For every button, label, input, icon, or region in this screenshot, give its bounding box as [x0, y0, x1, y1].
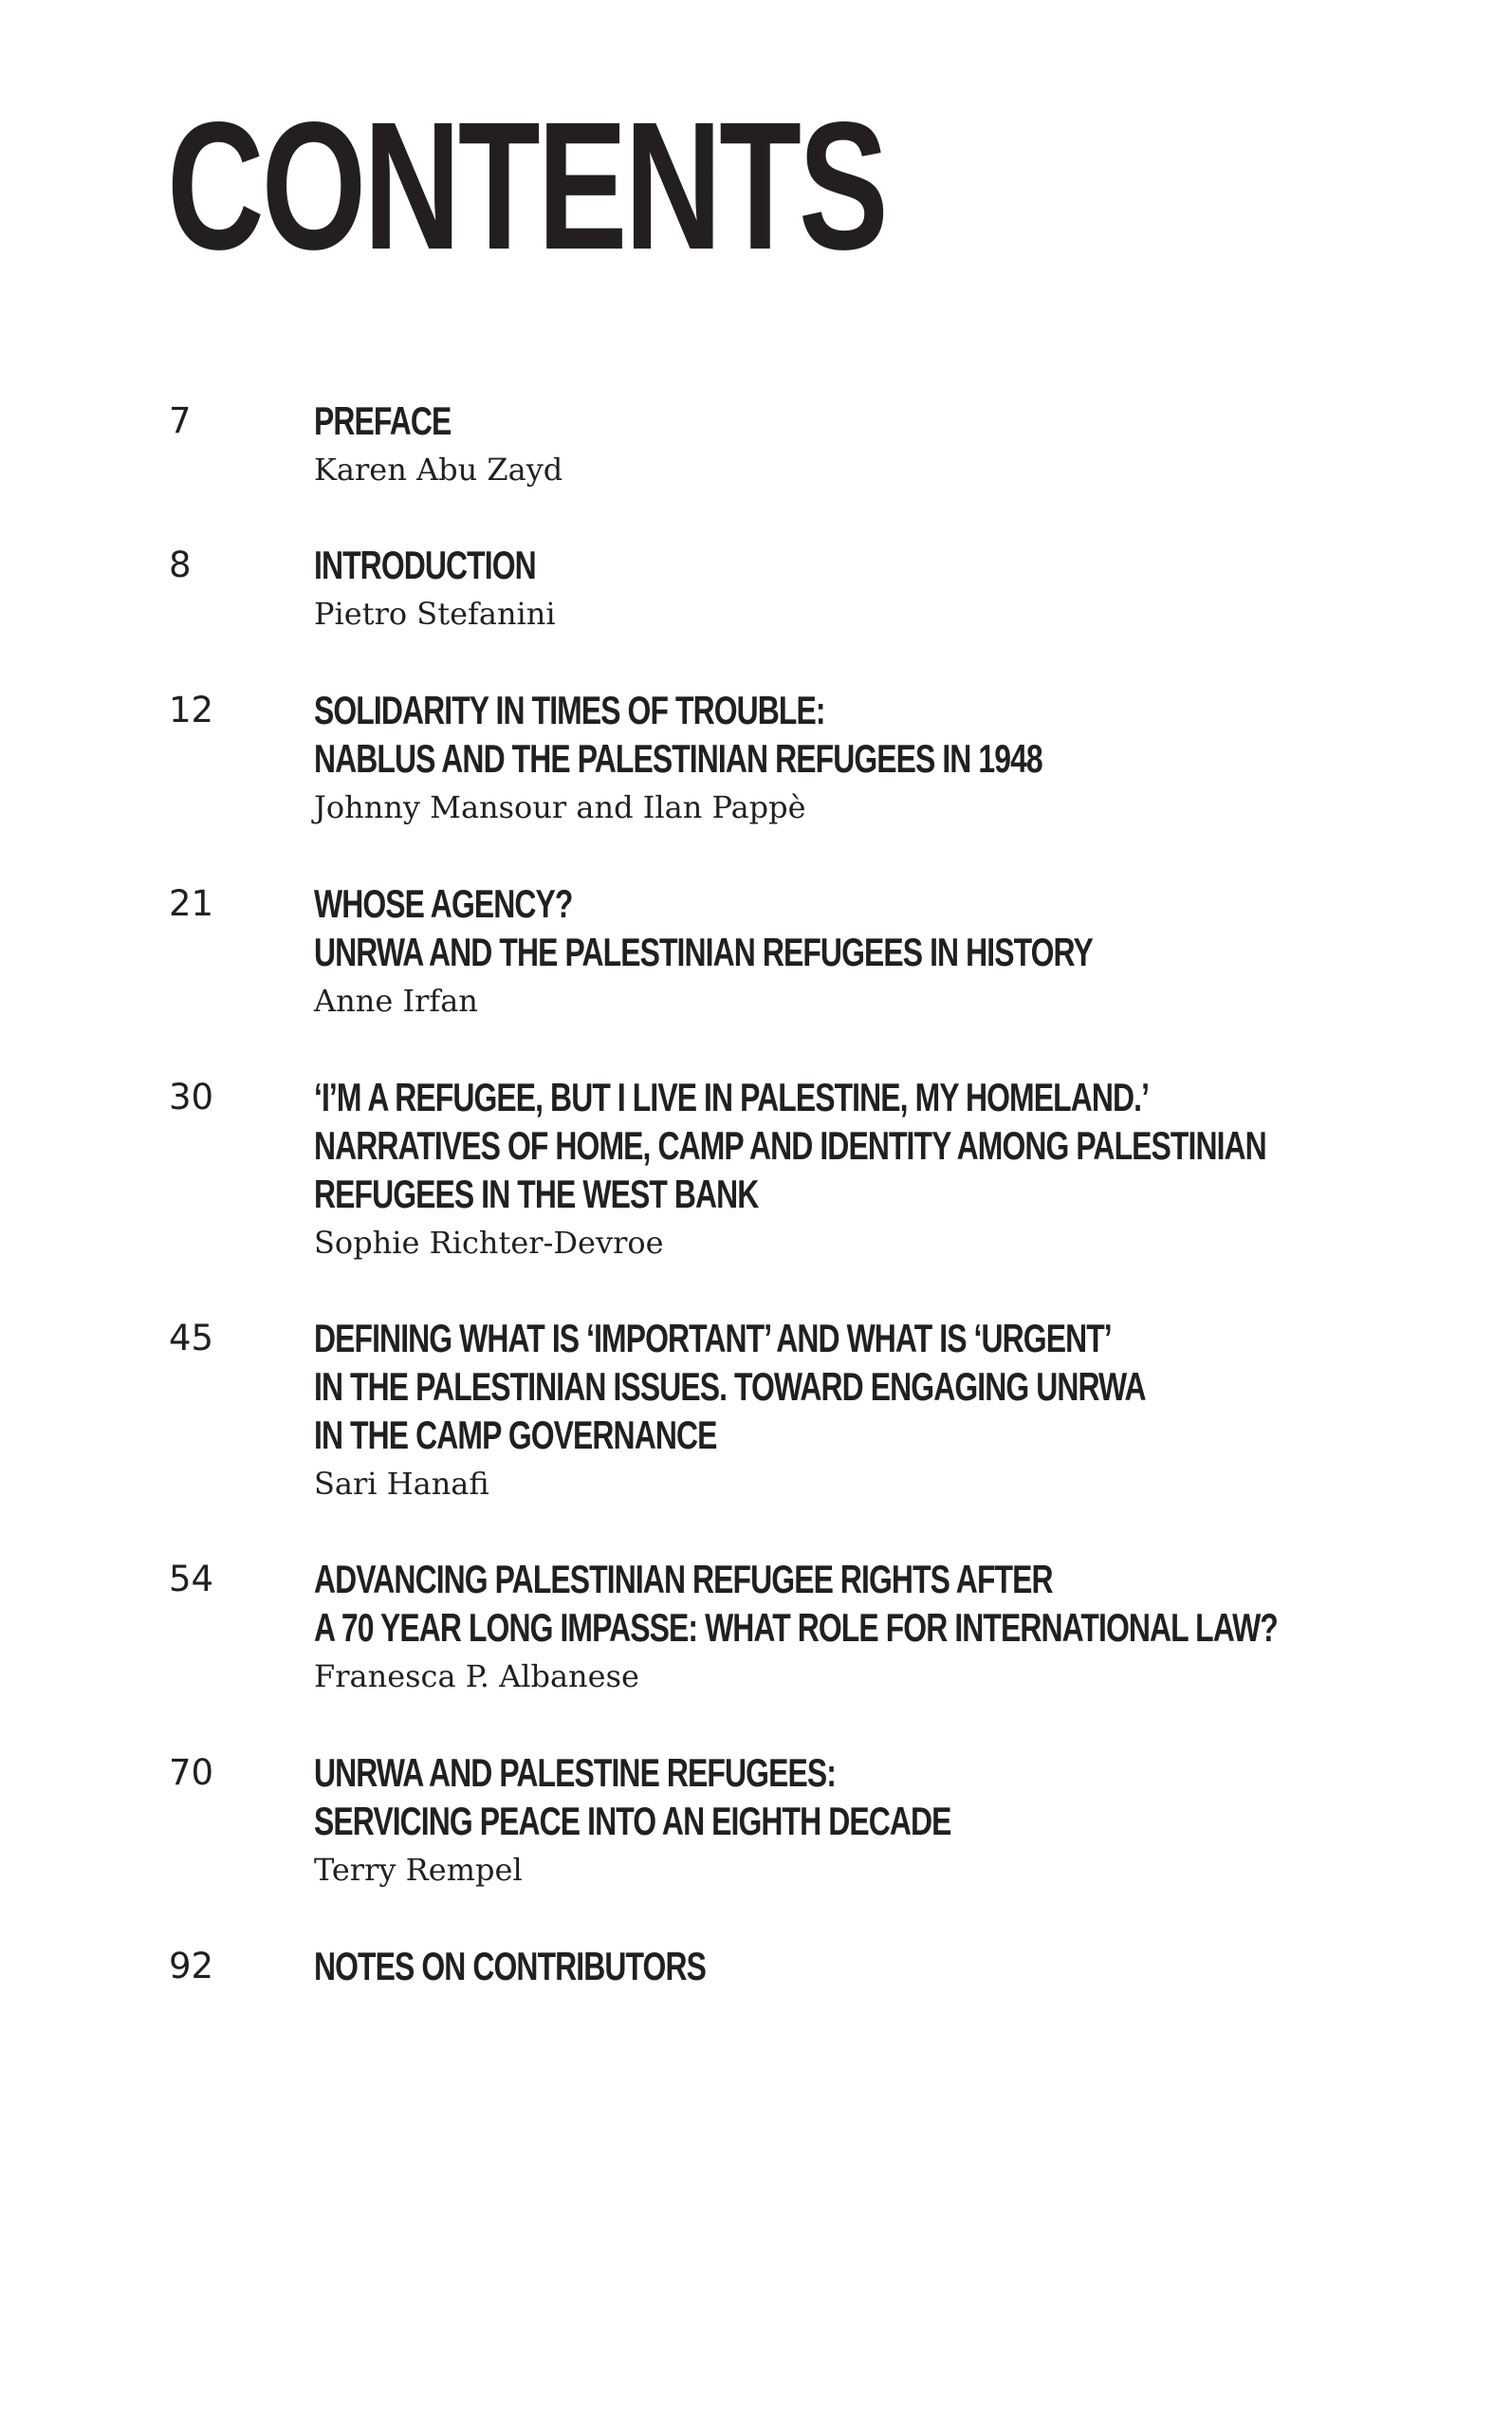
- page-number: 12: [169, 690, 214, 730]
- entry-title[interactable]: [314, 1073, 1266, 1218]
- entry-title[interactable]: [314, 686, 1179, 783]
- title-line: REFUGEES IN THE WEST BANK: [314, 1172, 759, 1216]
- entry-title[interactable]: [314, 1555, 1278, 1652]
- title-line: ‘I’M A REFUGEE, BUT I LIVE IN PALESTINE, MY HOMELAND.’: [314, 1075, 1150, 1119]
- page-number: 45: [169, 1318, 214, 1358]
- title-line: SOLIDARITY IN TIMES OF TROUBLE:: [314, 688, 825, 732]
- title-line: ADVANCING PALESTINIAN REFUGEE RIGHTS AFTER: [314, 1557, 1053, 1601]
- entry-body: [314, 541, 1452, 633]
- entry-body: [314, 1942, 1452, 1990]
- title-line: UNRWA AND THE PALESTINIAN REFUGEES IN HISTORY: [314, 930, 1093, 974]
- page-number: 30: [169, 1077, 214, 1118]
- title-line: DEFINING WHAT IS ‘IMPORTANT’ AND WHAT IS ‘URGENT’: [314, 1316, 1112, 1360]
- entry-title[interactable]: [314, 541, 1179, 589]
- entry-author: Karen Abu Zayd: [314, 452, 563, 488]
- entry-author: Sophie Richter-Devroe: [314, 1225, 664, 1261]
- entry-body: [314, 686, 1452, 826]
- title-line: NOTES ON CONTRIBUTORS: [314, 1944, 706, 1988]
- page-number: 70: [169, 1752, 214, 1793]
- page-number: 54: [169, 1559, 214, 1599]
- page-number: 7: [169, 400, 192, 441]
- entry-author: Sari Hanafi: [314, 1466, 489, 1502]
- entry-title[interactable]: [314, 879, 1179, 976]
- entry-body: [314, 1555, 1452, 1695]
- title-line: IN THE CAMP GOVERNANCE: [314, 1413, 717, 1457]
- entry-body: [314, 879, 1452, 1020]
- entry-title[interactable]: [314, 1942, 1179, 1990]
- title-line: UNRWA AND PALESTINE REFUGEES:: [314, 1750, 836, 1795]
- page-number: 8: [169, 545, 192, 585]
- entry-body: [314, 1748, 1452, 1889]
- entry-body: [314, 1314, 1452, 1503]
- entry-body: [314, 397, 1452, 489]
- page-number: 92: [169, 1946, 214, 1986]
- title-line: PREFACE: [314, 398, 452, 443]
- title-line: NABLUS AND THE PALESTINIAN REFUGEES IN 1948: [314, 736, 1042, 781]
- entry-author: Johnny Mansour and Ilan Pappè: [314, 789, 806, 825]
- entry-title[interactable]: [314, 1314, 1179, 1459]
- title-line: WHOSE AGENCY?: [314, 881, 573, 926]
- entry-author: Franesca P. Albanese: [314, 1658, 639, 1694]
- title-line: A 70 YEAR LONG IMPASSE: WHAT ROLE FOR INTERNATIONAL LAW?: [314, 1605, 1278, 1650]
- title-line: SERVICING PEACE INTO AN EIGHTH DECADE: [314, 1799, 951, 1843]
- title-line: NARRATIVES OF HOME, CAMP AND IDENTITY AMONG PALESTINIAN: [314, 1123, 1266, 1168]
- entry-author: Pietro Stefanini: [314, 596, 556, 632]
- page-title: CONTENTS: [167, 83, 886, 287]
- entry-author: Terry Rempel: [314, 1852, 523, 1888]
- entry-title[interactable]: [314, 1748, 1179, 1845]
- page-number: 21: [169, 883, 214, 924]
- title-line: IN THE PALESTINIAN ISSUES. TOWARD ENGAGING UNRWA: [314, 1364, 1146, 1409]
- entry-title[interactable]: [314, 397, 1179, 445]
- entry-body: [314, 1073, 1452, 1262]
- title-line: INTRODUCTION: [314, 543, 536, 587]
- entry-author: Anne Irfan: [314, 983, 478, 1019]
